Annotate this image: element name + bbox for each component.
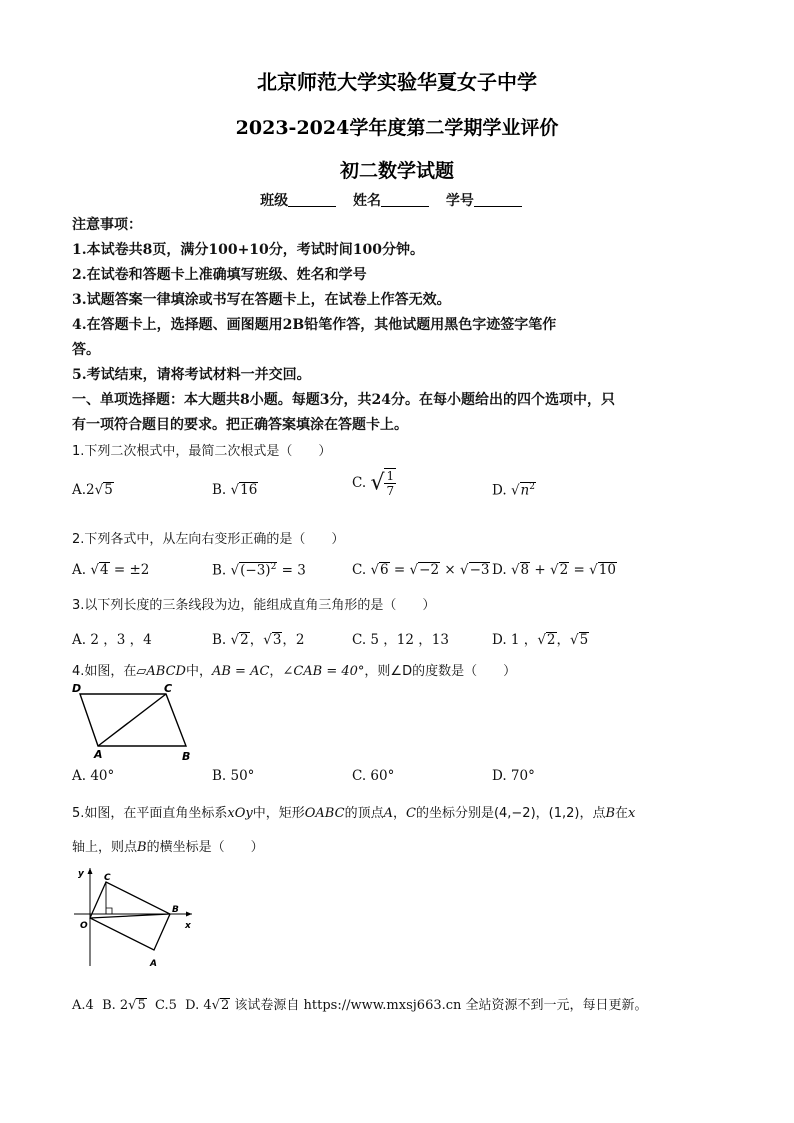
name-label: 姓名 <box>353 193 381 209</box>
q4-option-c: C. 60° <box>352 768 395 784</box>
q3-option-a: A. 2 ，3 ，4 <box>72 632 152 648</box>
q4-option-b: B. 50° <box>212 768 255 784</box>
right-angle-mark <box>106 908 112 914</box>
label-a: A <box>94 748 103 761</box>
q2-option-c: C. √6 = √−2 × √−3 <box>352 562 490 578</box>
id-blank <box>474 192 522 207</box>
q4-option-a: A. 40° <box>72 768 115 784</box>
q2-stem: 2.下列各式中，从左向右变形正确的是（ ） <box>72 532 345 547</box>
coordinate-figure <box>68 862 198 972</box>
q5-option-d: D. 4√2 <box>185 998 230 1013</box>
note-item: 3.试题答案一律填涂或书写在答题卡上，在试卷上作答无效。 <box>72 292 451 308</box>
q5-stem-line2: 轴上，则点B的横坐标是（ ） <box>72 840 264 855</box>
q3-option-c: C. 5 ，12 ，13 <box>352 632 449 648</box>
label-b: B <box>172 905 179 915</box>
q5-option-a: A.4 <box>72 998 94 1013</box>
class-blank <box>288 192 336 207</box>
diagonal-ob <box>90 914 170 918</box>
source-footer: 该试卷源自 https://www.mxsj663.cn 全站资源不到一元，每日更新。 <box>234 998 648 1013</box>
section-heading-cont: 有一项符合题目的要求。把正确答案填涂在答题卡上。 <box>72 417 408 433</box>
student-info <box>0 190 794 210</box>
label-x: x <box>185 921 191 931</box>
note-item: 2.在试卷和答题卡上准确填写班级、姓名和学号 <box>72 267 367 283</box>
q1-option-b: B. √16 <box>212 482 258 498</box>
x-arrow <box>186 912 192 917</box>
q3-stem: 3.以下列长度的三条线段为边，能组成直角三角形的是（ ） <box>72 598 436 613</box>
class-label: 班级 <box>260 193 289 209</box>
q1-option-a: A.2√5 <box>72 482 113 498</box>
section-heading: 一、单项选择题：本大题共8小题。每题3分，共24分。在每小题给出的四个选项中，只 <box>72 392 615 408</box>
note-item: 答。 <box>72 342 100 358</box>
id-label: 学号 <box>445 193 474 209</box>
notes-title: 注意事项： <box>72 217 142 233</box>
name-blank <box>381 192 429 207</box>
q2-option-a: A. √4 = ±2 <box>72 562 150 578</box>
q5-stem-line1: 5.如图，在平面直角坐标系xOy中，矩形OABC的顶点A，C的坐标分别是(4,−2)，(1,2)，点B在x <box>72 806 636 821</box>
q1-option-c: C. √ $\frac{1}{7}$ <box>352 469 395 498</box>
term-title: 2023-2024学年度第二学期学业评价 <box>235 117 559 139</box>
q5-option-b: B. 2√5 <box>102 998 146 1013</box>
q4-option-d: D. 70° <box>492 768 535 784</box>
q3-option-b: B. √2，√3，2 <box>212 632 305 648</box>
label-b: B <box>182 750 191 763</box>
label-c: C <box>164 682 173 695</box>
q1-stem: 1.下列二次根式中，最简二次根式是（ ） <box>72 444 332 459</box>
q5-option-c: C.5 <box>155 998 177 1013</box>
q2-option-b: B. $√(-3)^2 = 3$ <box>212 562 306 579</box>
diagonal-ac <box>98 694 166 746</box>
y-arrow <box>88 868 93 874</box>
label-a: A <box>150 959 157 969</box>
note-item: 1.本试卷共8页，满分100+10分，考试时间100分钟。 <box>72 242 425 258</box>
note-item: 4.在答题卡上，选择题、画图题用2B铅笔作答，其他试题用黑色字迹签字笔作 <box>72 317 557 333</box>
q5-options-and-footer <box>72 994 648 1013</box>
label-d: D <box>72 682 82 695</box>
label-c: C <box>104 873 111 883</box>
label-o: O <box>80 921 88 931</box>
school-title: 北京师范大学实验华夏女子中学 <box>257 70 537 94</box>
note-item: 5.考试结束，请将考试材料一并交回。 <box>72 367 311 383</box>
q4-stem: 4.如图，在▱ABCD中，AB = AC，∠CAB = 40°，则∠D的度数是（ ） <box>72 664 517 679</box>
parallelogram-figure <box>70 680 200 766</box>
q2-option-d: D. √8 + √2 = √10 <box>492 562 616 578</box>
label-y: y <box>78 869 84 879</box>
subject-title: 初二数学试题 <box>339 160 454 182</box>
q1-option-d: D. $√n^2$ <box>492 482 535 499</box>
q3-option-d: D. 1 ，√2，√5 <box>492 632 589 648</box>
